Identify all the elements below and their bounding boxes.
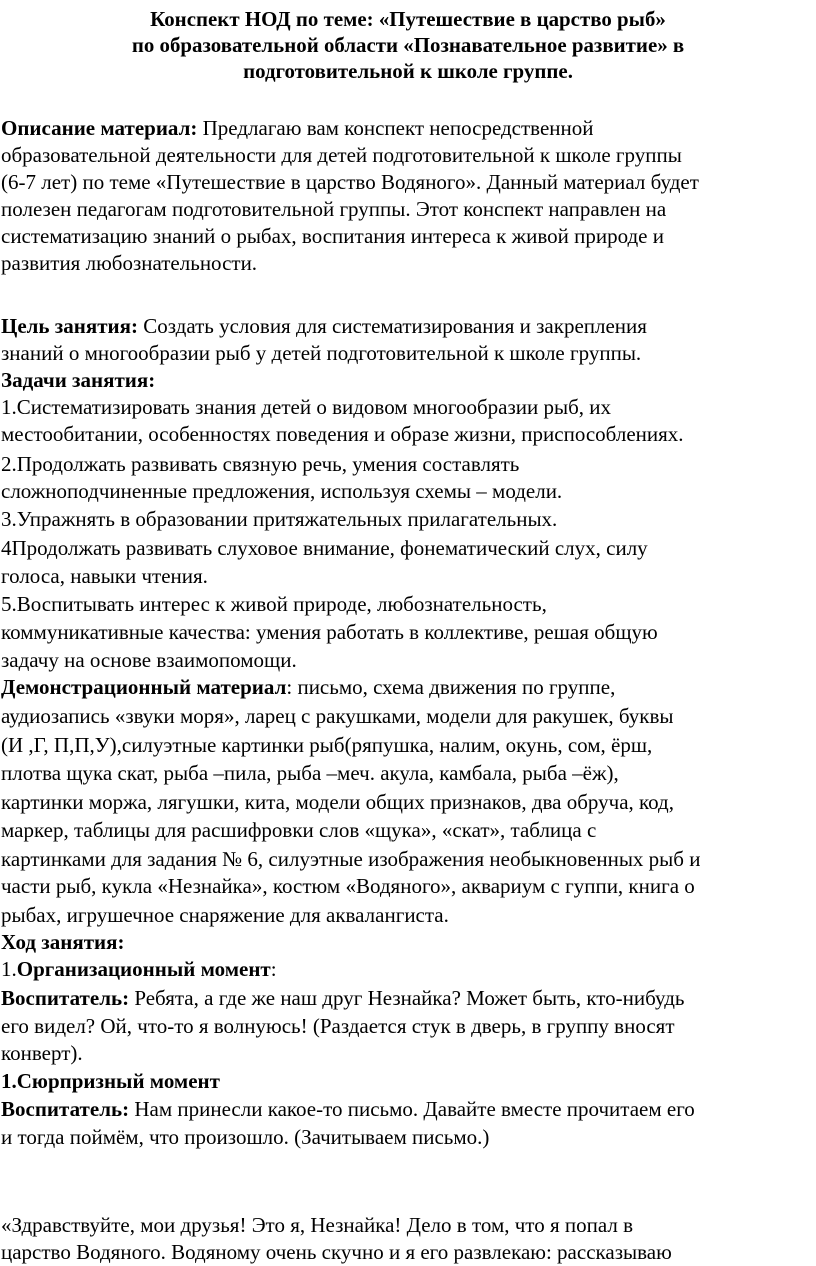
demo-line-1: Демонстрационный материал: письмо, схема движения по группе, bbox=[1, 675, 616, 699]
teacher-speech-2-line-2: и тогда поймём, что произошло. (Зачитываем письмо.) bbox=[1, 1125, 490, 1149]
organizational-moment-label: Организационный момент bbox=[16, 957, 271, 981]
letter-line-1: «Здравствуйте, мои друзья! Это я, Незнайка! Дело в том, что я попал в bbox=[1, 1213, 633, 1237]
goal-line-2: знаний о многообразии рыб у детей подготовительной к школе группы. bbox=[1, 341, 642, 365]
demo-line-6: маркер, таблицы для расшифровки слов «щука», «скат», таблица с bbox=[1, 818, 597, 842]
task-line-6: 4Продолжать развивать слуховое внимание, фонематический слух, силу bbox=[1, 536, 648, 560]
teacher-speech-2-line-1: Воспитатель: Нам принесли какое-то письмо. Давайте вместе прочитаем его bbox=[1, 1097, 695, 1121]
task-line-5: 3.Упражнять в образовании притяжательных прилагательных. bbox=[1, 507, 558, 531]
teacher-speech-1-line-2: его видел? Ой, что-то я волнуюсь! (Раздается стук в дверь, в группу вносят bbox=[1, 1014, 675, 1038]
task-line-1: 1.Систематизировать знания детей о видовом многообразии рыб, их bbox=[1, 395, 612, 419]
demo-line-5: картинки моржа, лягушки, кита, модели общих признаков, два обруча, код, bbox=[1, 790, 674, 814]
document-title-line-2: по образовательной области «Познавательное развитие» в bbox=[131, 33, 685, 57]
task-line-3: 2.Продолжать развивать связную речь, умения составлять bbox=[1, 452, 520, 476]
document-title-line-3: подготовительной к школе группе. bbox=[243, 59, 573, 83]
task-line-4: сложноподчиненные предложения, используя схемы – модели. bbox=[1, 479, 563, 503]
teacher-speech-1-line-3: конверт). bbox=[1, 1041, 83, 1065]
teacher-label: Воспитатель: bbox=[1, 986, 130, 1010]
task-line-10: задачу на основе взаимопомощи. bbox=[1, 648, 297, 672]
task-line-9: коммуникативные качества: умения работать в коллективе, решая общую bbox=[1, 620, 658, 644]
demo-line-4: плотва щука скат, рыба –пила, рыба –меч. акула, камбала, рыба –ёж), bbox=[1, 761, 619, 785]
task-line-7: голоса, навыки чтения. bbox=[1, 564, 208, 588]
surprise-moment-heading: 1.Сюрпризный момент bbox=[1, 1069, 220, 1093]
description-line-5: систематизацию знаний о рыбах, воспитания интереса к живой природе и bbox=[1, 224, 664, 248]
description-label: Описание материал: bbox=[1, 116, 198, 140]
goal-label: Цель занятия: bbox=[1, 314, 138, 338]
description-line-2: образовательной деятельности для детей подготовительной к школе группы bbox=[1, 143, 682, 167]
demo-label: Демонстрационный материал bbox=[1, 675, 287, 699]
goal-line-1: Цель занятия: Создать условия для систематизирования и закрепления bbox=[1, 314, 647, 338]
description-line-1: Описание материал: Предлагаю вам конспект непосредственной bbox=[1, 116, 594, 140]
organizational-moment-line: 1.Организационный момент: bbox=[1, 957, 277, 981]
teacher-speech-1-line-1: Воспитатель: Ребята, а где же наш друг Незнайка? Может быть, кто-нибудь bbox=[1, 986, 685, 1010]
task-line-8: 5.Воспитывать интерес к живой природе, любознательность, bbox=[1, 592, 547, 616]
tasks-heading: Задачи занятия: bbox=[1, 368, 156, 392]
letter-line-2: царство Водяного. Водяному очень скучно и я его развлекаю: рассказываю bbox=[1, 1240, 672, 1264]
document-title-line-1: Конспект НОД по теме: «Путешествие в царство рыб» bbox=[150, 7, 666, 31]
demo-line-8: части рыб, кукла «Незнайка», костюм «Водяного», аквариум с гуппи, книга о bbox=[1, 874, 695, 898]
description-line-3: (6-7 лет) по теме «Путешествие в царство Водяного». Данный материал будет bbox=[1, 170, 699, 194]
teacher-label: Воспитатель: bbox=[1, 1097, 130, 1121]
demo-line-2: аудиозапись «звуки моря», ларец с ракушками, модели для ракушек, буквы bbox=[1, 704, 674, 728]
demo-line-9: рыбах, игрушечное снаряжение для аквалангиста. bbox=[1, 903, 449, 927]
description-line-4: полезен педагогам подготовительной группы. Этот конспект направлен на bbox=[1, 197, 667, 221]
description-line-6: развития любознательности. bbox=[1, 251, 258, 275]
demo-line-3: (И ,Г, П,П,У),силуэтные картинки рыб(ряпушка, налим, окунь, сом, ёрш, bbox=[1, 733, 653, 757]
course-heading: Ход занятия: bbox=[1, 930, 125, 954]
task-line-2: местообитании, особенностях поведения и образе жизни, приспособлениях. bbox=[1, 422, 684, 446]
demo-line-7: картинками для задания № 6, силуэтные изображения необыкновенных рыб и bbox=[1, 847, 701, 871]
